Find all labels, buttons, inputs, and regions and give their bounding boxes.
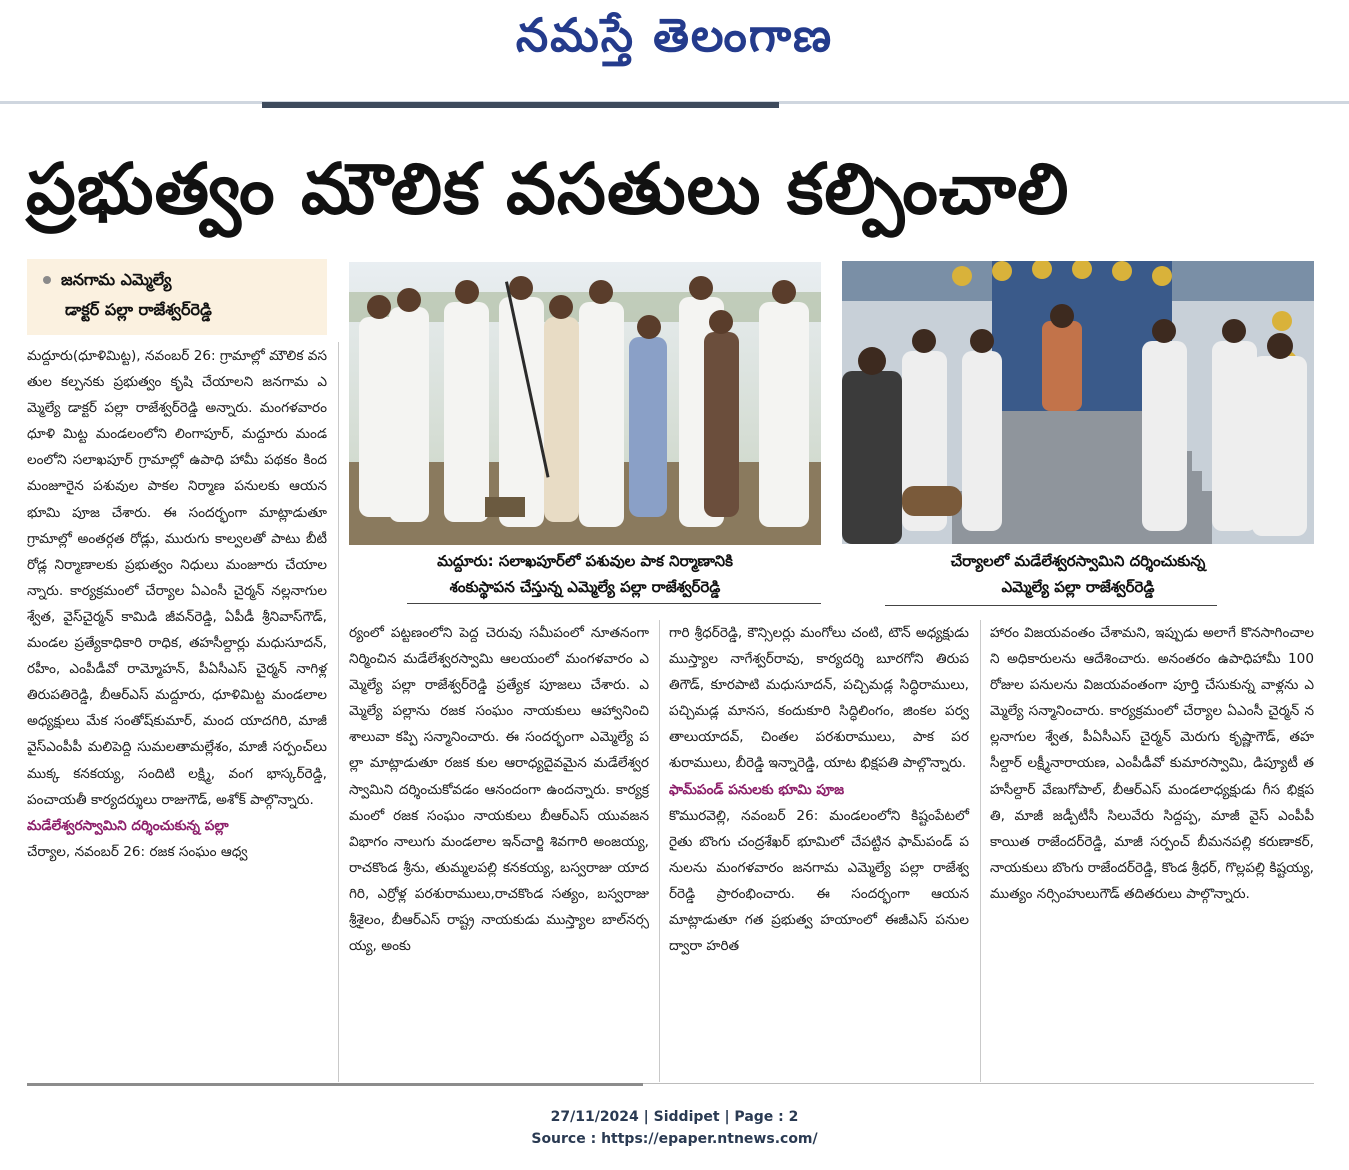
- photo1-caption-line-1: మద్దూరు: సలాఖపూర్‌లో పశువుల పాక నిర్మాణానికి: [437, 552, 733, 570]
- photo2-caption-line-1: చేర్యాలలో మడేలేశ్వరస్వామిని దర్శించుకున్న: [950, 552, 1206, 570]
- article-headline: ప్రభుత్వం మౌలిక వసతులు కల్పించాలి: [26, 148, 1070, 230]
- column-3-tail: కొమురవెల్లి, నవంబర్‌ 26: మండలంలోని కిష్టంపేటలో రైతు బొంగు చంద్రశేఖర్‌ భూమిలో చేపట్టిన ఫామ్‌పండ్‌ పనులను మంగళవారం జనగామ ఎమ్మెల్యే పల్లా రాజేశ్వర్‌రెడ్డి ప్రారంభించారు. ఈ సందర్భంగా ఆయన మాట్లాడుతూ గత ప్రభుత్వ హయాంలో ఈజీఎస్‌ పనుల ద్వారా హరిత: [669, 807, 969, 955]
- bottom-rule-thick: [27, 1083, 643, 1086]
- photo1-caption: [349, 548, 821, 600]
- kicker-line-2: డాక్టర్‌ పల్లా రాజేశ్వర్‌రెడ్డి: [65, 300, 212, 319]
- kicker-text-1: జనగామ ఎమ్మెల్యే: [61, 270, 172, 289]
- column-divider-1: [338, 342, 339, 1082]
- footer-source: Source : https://epaper.ntnews.com/: [531, 1131, 818, 1147]
- column-3-subheading: ఫామ్‌పండ్‌ పనులకు భూమి పూజ: [669, 781, 845, 798]
- masthead: [0, 0, 1349, 78]
- kicker-box: [27, 259, 327, 335]
- photo2-caption-rule: [885, 605, 1217, 606]
- article-column-4: [990, 620, 1314, 907]
- column-divider-2: [659, 620, 660, 1082]
- column-1-body: మద్దూరు(ధూళిమిట్ట), నవంబర్‌ 26: గ్రామాల్లో మౌలిక వసతుల కల్పనకు ప్రభుత్వం కృషి చేయాలని జనగామ ఎమ్మెల్యే డాక్టర్‌ పల్లా రాజేశ్వర్‌రెడ్డి అన్నారు. మంగళవారం ధూళి మిట్ట మండలంలోని లింగాపూర్‌, మద్దూరు మండలంలోని సలాఖపూర్‌ గ్రామాల్లో ఉపాధి హామీ పథకం కింద మంజూరైన పశువుల పాకల నిర్మాణ పనులకు ఆయన భూమి పూజ చేశారు. ఈ సందర్భంగా మాట్లాడుతూ గ్రామాల్లో అంతర్గత రోడ్లు, మురుగు కాల్వలతో పాటు బీటీ రోడ్ల నిర్మాణాలకు ప్రభుత్వం నిధులు మంజూరు చేయాలన్నారు. కార్యక్రమంలో చేర్యాల ఏఎంసీ చైర్మన్‌ నల్లనాగుల శ్వేత, వైస్‌చైర్మన్‌ కామిడి జీవన్‌రెడ్డి, ఏపీడీ శ్రీనివాస్‌గౌడ్‌, మండల ప్రత్యేకాధికారి రాధిక, తహసీల్దార్లు మధుసూదన్‌, రహీం, ఎంపీడీవో రామ్మోహన్‌, పీఏసీఎస్‌ చైర్మన్‌ నాగిళ్ల తిరుపతిరెడ్డి, బీఆర్‌ఎస్‌ మద్దూరు, ధూళిమిట్ట మండలాల అధ్యక్షులు మేక సంతోష్‌కుమార్‌, మంద యాదగిరి, మాజీ వైస్‌ఎంపీపీ మలిపెద్ది సుమలతామల్లేశం, మాజీ సర్పంచ్‌లు ముక్క కనకయ్య, సందిటి లక్ష్మి, వంగ భాస్కర్‌రెడ్డి, పంచాయతీ కార్యదర్శులు రాజుగౌడ్‌, అశోక్‌ పాల్గొన్నారు.: [27, 348, 327, 808]
- column-2-body: ర్యంలో పట్టణంలోని పెద్ద చెరువు సమీపంలో నూతనంగా నిర్మించిన మడేలేశ్వరస్వామి ఆలయంలో మంగళవారం ఎమ్మెల్యే పల్లా రాజేశ్వర్‌రెడ్డి ప్రత్యేక పూజలు చేశారు. ఎమ్మెల్యే పల్లాను రజక సంఘం నాయకులు ఆహ్వానించి శాలువా కప్పి సన్మానించారు. ఈ సందర్భంగా ఎమ్మెల్యే పల్లా మాట్లాడుతూ రజక కుల ఆరాధ్యదైవమైన మడేలేశ్వర స్వామిని దర్శించుకోవడం ఆనందంగా ఉందన్నారు. కార్యక్రమంలో రజక సంఘం నాయకులు బీఆర్‌ఎస్‌ యువజన విభాగం నాలుగు మండలాల ఇన్‌చార్జి శివగారి అంజయ్య, రాచకొండ శ్రీను, తుమ్మలపల్లి కనకయ్య, బస్వరాజు యాదగిరి, ఎర్రోళ్ల పరశురాములు,రాచకొండ సత్యం, బస్వరాజు శ్రీశైలం, బీఆర్‌ఎస్‌ రాష్ట్ర నాయకుడు ముస్త్యాల బాల్‌నర్సయ్య, అంకు: [349, 625, 649, 955]
- article-column-1: [27, 343, 327, 865]
- photo-temple-visit: [842, 261, 1314, 544]
- newspaper-logo: నమస్తే తెలంగాణ: [515, 8, 834, 62]
- bullet-icon: [43, 276, 51, 284]
- column-1-subheading: మడేలేశ్వరస్వామిని దర్శించుకున్న పల్లా: [27, 817, 229, 834]
- column-1-tail: చేర్యాల, నవంబర్‌ 26: రజక సంఘం ఆధ్వ: [27, 843, 248, 860]
- masthead-accent-bar: [262, 102, 779, 108]
- photo1-caption-line-2: శంకుస్థాపన చేస్తున్న ఎమ్మెల్యే పల్లా రాజేశ్వర్‌రెడ్డి: [449, 578, 721, 596]
- column-divider-3: [980, 620, 981, 1082]
- column-4-body: హారం విజయవంతం చేశామని, ఇప్పుడు అలాగే కొనసాగించాలని అధికారులను ఆదేశించారు. అనంతరం ఉపాధిహామీ 100 రోజుల పనులను విజయవంతంగా పూర్తి చేసుకున్న వాళ్లను ఎమ్మెల్యే సన్మానించారు. కార్యక్రమంలో చేర్యాల ఏఎంసీ చైర్మన్‌ నల్లనాగుల శ్వేత, పీఏసీఎస్‌ చైర్మన్‌ మెరుగు కృష్ణాగౌడ్‌, తహసీల్దార్‌ లక్ష్మీనారాయణ, ఎంపీడీవో కుమారస్వామి, డిప్యూటీ తహసీల్దార్‌ వేణుగోపాల్‌, బీఆర్‌ఎస్‌ మండలాధ్యక్షుడు గీస భిక్షపతి, మాజీ జడ్పీటీసీ సిలువేరు సిద్దప్ప, మాజీ వైస్‌ ఎంపీపీ కాయిత రాజేందర్‌రెడ్డి, మాజీ సర్పంచ్‌ బీమనపల్లి కరుణాకర్‌, నాయకులు బొంగు రాజేందర్‌రెడ్డి, కొండ శ్రీధర్‌, గొల్లపల్లి కిష్టయ్య, ముత్యం నర్సింహులుగౌడ్‌ తదితరులు పాల్గొన్నారు.: [990, 625, 1314, 902]
- article-column-2: [349, 620, 649, 959]
- photo2-caption: [842, 548, 1314, 600]
- footer-date-edition: 27/11/2024 | Siddipet | Page : 2: [550, 1109, 799, 1125]
- photo2-caption-line-2: ఎమ్మెల్యే పల్లా రాజేశ్వర్‌రెడ్డి: [1001, 578, 1155, 596]
- column-3-body: గారి శ్రీధర్‌రెడ్డి, కౌన్సిలర్లు మంగోలు చంటి, టౌన్‌ అధ్యక్షుడు ముస్త్యాల నాగేశ్వర్‌రావు, కార్యదర్శి బూరగోని తిరుపతిగౌడ్‌, కూరపాటి మధుసూదన్‌, పచ్చిమడ్ల సిద్ధిరాములు, పచ్చిమడ్ల మానస, కందుకూరి సిద్ధిలింగం, జింకల పర్వతాలుయాదవ్‌, చింతల పరశురాములు, పాక పరశురాములు, బీరెడ్డి ఇన్నారెడ్డి, యాట భిక్షపతి పాల్గొన్నారు.: [669, 625, 969, 772]
- article-column-3: [669, 620, 969, 959]
- photo-groundbreaking: [349, 262, 821, 545]
- bottom-rule-thin: [643, 1083, 1314, 1084]
- kicker-line-1: [37, 265, 317, 295]
- photo1-caption-rule: [407, 603, 821, 604]
